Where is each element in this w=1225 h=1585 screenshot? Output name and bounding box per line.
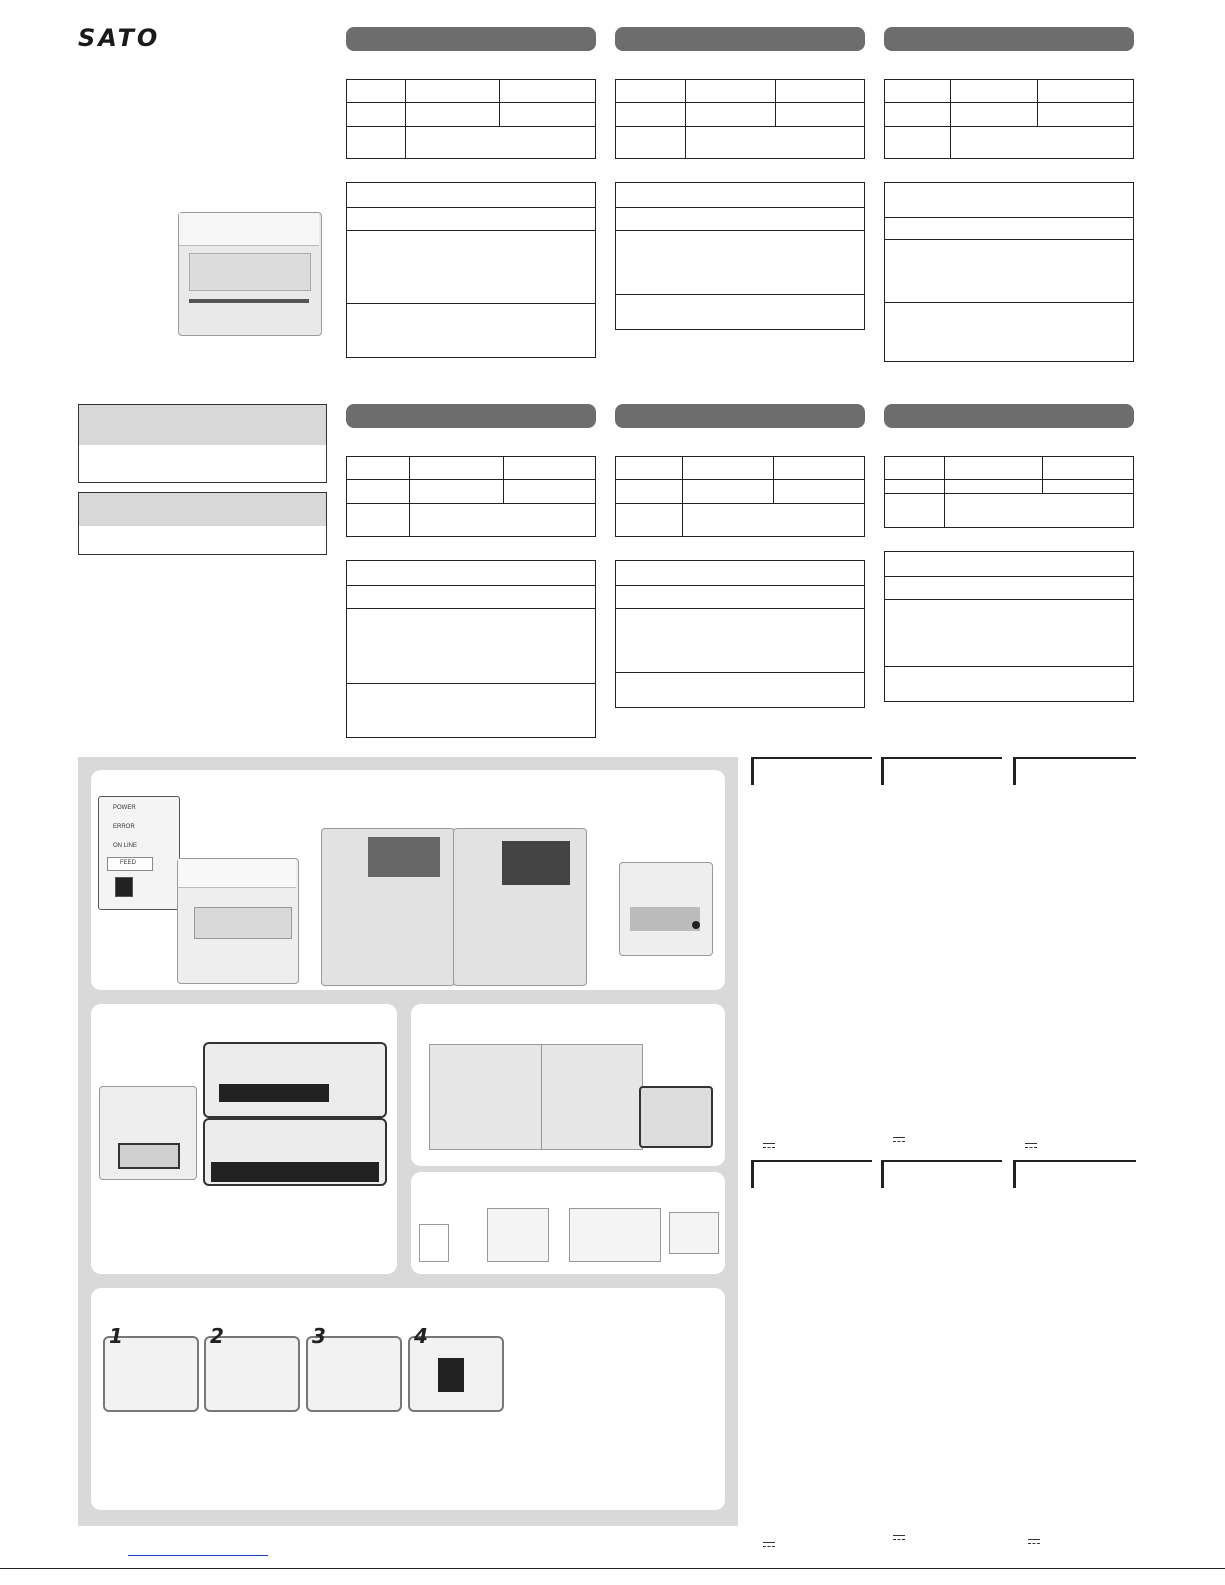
info-box-6 — [884, 551, 1134, 702]
spec-table-6 — [884, 456, 1134, 528]
step-4-number: 4 — [414, 1324, 428, 1348]
cleaning-image-1 — [429, 1044, 549, 1150]
parts-panel — [91, 770, 725, 990]
cleaning-pen-image — [669, 1212, 719, 1254]
side-box-2 — [78, 492, 327, 555]
info-box-2 — [615, 182, 865, 330]
logo-text: SATO — [78, 24, 161, 52]
step-1-number: 1 — [109, 1324, 123, 1348]
section-header-1 — [346, 27, 596, 51]
spec-table-5 — [615, 456, 865, 537]
column-header-2 — [881, 757, 1002, 785]
column-header-4 — [751, 1160, 872, 1188]
dc-symbol-3 — [1025, 1143, 1037, 1150]
column-header-3 — [1013, 757, 1136, 785]
bottom-rule — [0, 1568, 1225, 1569]
control-panel-detail — [98, 796, 180, 910]
step-2-number: 2 — [210, 1324, 224, 1348]
step-3 — [306, 1324, 402, 1412]
section-header-6 — [884, 404, 1134, 428]
spec-table-4 — [346, 456, 596, 537]
info-box-1 — [346, 182, 596, 358]
cable-image — [487, 1208, 549, 1262]
footer-link-underline[interactable] — [128, 1555, 268, 1556]
feed-button[interactable] — [107, 857, 153, 871]
printer-rear-small-image — [99, 1086, 197, 1180]
dc-symbol-4 — [763, 1542, 775, 1549]
dc-symbol-6 — [1028, 1539, 1040, 1546]
spec-table-3 — [884, 79, 1134, 159]
printer-open-image-2 — [453, 828, 587, 986]
documents-image — [419, 1224, 449, 1262]
step-3-number: 3 — [312, 1324, 326, 1348]
dc-symbol-2 — [893, 1137, 905, 1144]
interface-detail-1 — [203, 1042, 387, 1118]
info-box-5 — [615, 560, 865, 708]
section-header-4 — [346, 404, 596, 428]
step-4 — [408, 1324, 504, 1412]
sato-logo — [78, 24, 178, 52]
side-box-1 — [78, 404, 327, 483]
power-switch[interactable] — [115, 877, 133, 897]
interface-panel — [91, 1004, 397, 1274]
accessories-panel — [411, 1172, 725, 1274]
printer-front-image — [177, 858, 299, 984]
feed-label: FEED — [120, 860, 137, 866]
power-steps-panel — [91, 1288, 725, 1510]
section-header-5 — [615, 404, 865, 428]
spec-table-1 — [346, 79, 596, 159]
printer-rear-image — [619, 862, 713, 956]
step-1 — [103, 1324, 199, 1412]
online-label: ON LINE — [113, 843, 138, 849]
section-header-3 — [884, 27, 1134, 51]
power-label: POWER — [113, 805, 136, 811]
error-label: ERROR — [113, 824, 135, 830]
interface-detail-2 — [203, 1118, 387, 1186]
column-header-5 — [881, 1160, 1002, 1188]
column-header-6 — [1013, 1160, 1136, 1188]
cleaning-panel — [411, 1004, 725, 1166]
info-box-4 — [346, 560, 596, 738]
dc-symbol-5 — [893, 1535, 905, 1542]
spec-table-2 — [615, 79, 865, 159]
cleaning-image-2 — [541, 1044, 643, 1150]
rocker-switch — [438, 1358, 464, 1392]
power-adapter-image — [569, 1208, 661, 1262]
step-2 — [204, 1324, 300, 1412]
dc-symbol-1 — [763, 1143, 775, 1150]
printer-photo — [178, 212, 322, 336]
cleaning-detail — [639, 1086, 713, 1148]
printer-open-image-1 — [321, 828, 455, 986]
section-header-2 — [615, 27, 865, 51]
column-header-1 — [751, 757, 872, 785]
info-box-3 — [884, 182, 1134, 362]
